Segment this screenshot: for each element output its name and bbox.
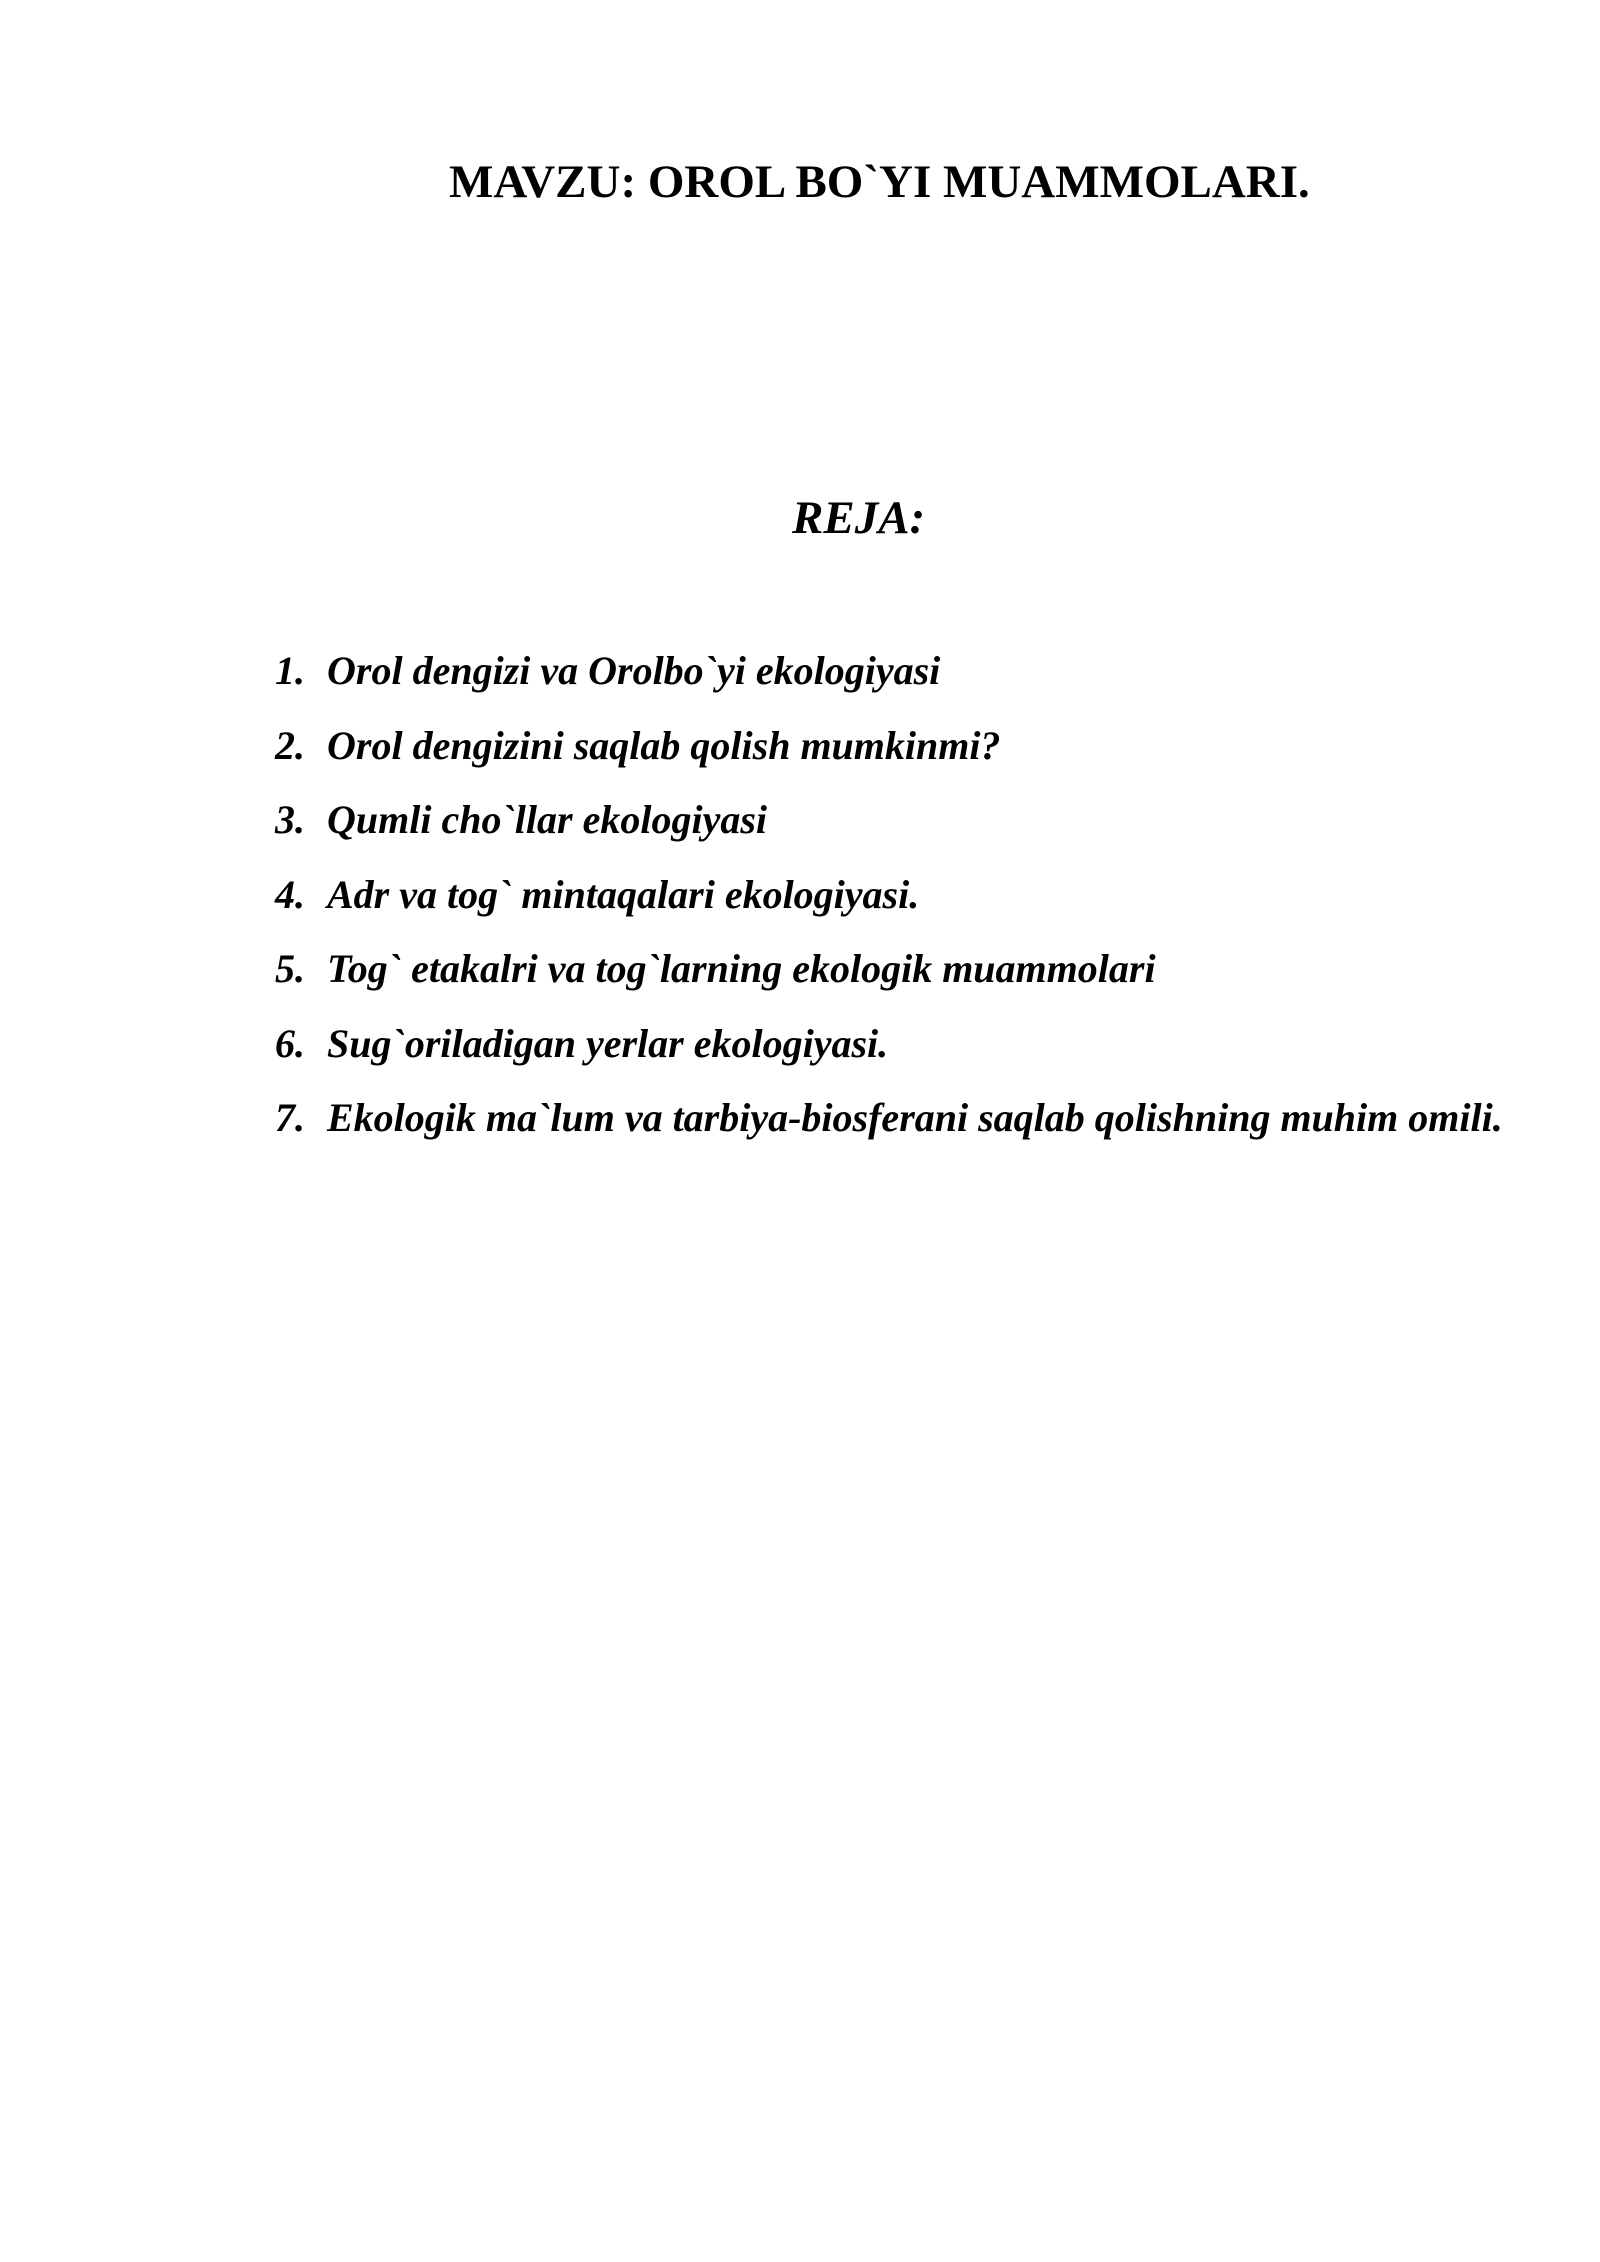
plan-item-text: Ekologik ma`lum va tarbiya-biosferani saqlab qolishning muhim omili. bbox=[327, 1095, 1503, 1140]
plan-item bbox=[275, 634, 1505, 709]
plan-item-text: Qumli cho`llar ekologiyasi bbox=[327, 797, 767, 842]
plan-item bbox=[275, 1081, 1505, 1156]
plan-item bbox=[275, 1007, 1505, 1082]
plan-item-text: Tog` etakalri va tog`larning ekologik muammolari bbox=[327, 946, 1156, 991]
plan-item bbox=[275, 932, 1505, 1007]
plan-item bbox=[275, 858, 1505, 933]
plan-item-number: 6. bbox=[275, 1020, 305, 1066]
plan-list bbox=[275, 634, 1505, 1156]
plan-item-text: Sug`oriladigan yerlar ekologiyasi. bbox=[327, 1020, 889, 1066]
plan-item bbox=[275, 709, 1505, 784]
plan-item-number: 1. bbox=[275, 648, 305, 693]
plan-item bbox=[275, 783, 1505, 858]
plan-item-number: 2. bbox=[275, 722, 305, 768]
plan-item-text: Adr va tog` mintaqalari ekologiyasi. bbox=[327, 871, 920, 917]
plan-item-number: 5. bbox=[275, 946, 305, 991]
plan-item-number: 7. bbox=[275, 1095, 305, 1140]
document-title: MAVZU: OROL BO`YI MUAMMOLARI. bbox=[449, 156, 1310, 208]
plan-heading: REJA: bbox=[792, 492, 926, 544]
plan-item-number: 4. bbox=[275, 871, 305, 917]
plan-item-text: Orol dengizini saqlab qolish mumkinmi? bbox=[327, 722, 1001, 768]
plan-item-text: Orol dengizi va Orolbo`yi ekologiyasi bbox=[327, 648, 941, 693]
plan-item-number: 3. bbox=[275, 797, 305, 842]
